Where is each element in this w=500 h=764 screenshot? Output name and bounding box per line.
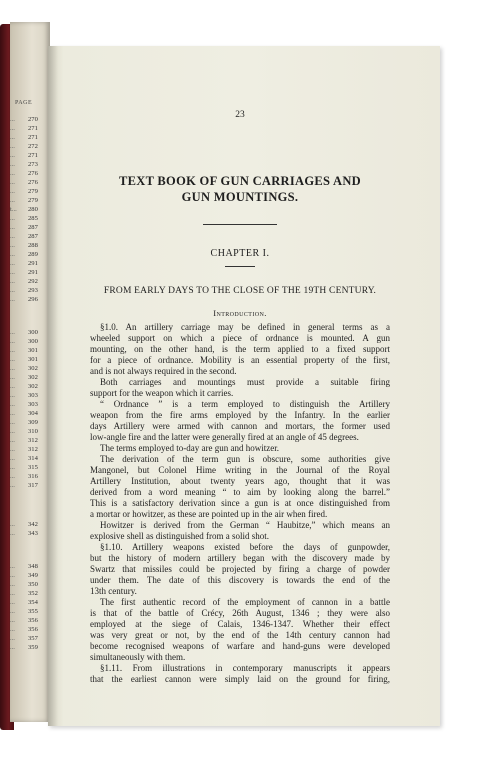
text-line: derived from a word meaning “ to aim by looking along the barrel.” bbox=[90, 487, 390, 497]
text-line: a mortar or howitzer, as these are pointed up in the air when fired. bbox=[90, 509, 328, 519]
index-row bbox=[10, 472, 50, 481]
index-row bbox=[10, 178, 50, 187]
index-row-prefix: ... bbox=[10, 365, 15, 372]
index-row-page: 289 bbox=[28, 251, 38, 258]
text-line: but the history of modern artillery began with the discovery made by bbox=[90, 553, 390, 563]
index-row-prefix: ... bbox=[10, 215, 15, 222]
text-line: wheeled support on which a piece of ordnance is mounted. A gun bbox=[90, 333, 390, 343]
text-line: The terms employed to-day are gun and howitzer. bbox=[100, 443, 279, 453]
text-line: §1.11. From illustrations in contemporary manuscripts it appears bbox=[100, 663, 390, 673]
index-row-prefix: t... bbox=[10, 206, 17, 213]
page-number: 23 bbox=[235, 110, 245, 120]
title-rule bbox=[203, 224, 277, 225]
index-row-page: 356 bbox=[28, 626, 38, 633]
book bbox=[0, 22, 480, 734]
introduction-heading: Introduction. bbox=[213, 308, 267, 318]
index-row-page: 352 bbox=[28, 590, 38, 597]
index-row bbox=[10, 169, 50, 178]
index-row-page: 279 bbox=[28, 197, 38, 204]
book-title-line-2: GUN MOUNTINGS. bbox=[181, 190, 299, 204]
index-row-prefix: ... bbox=[10, 143, 15, 150]
index-row bbox=[10, 346, 50, 355]
index-row-prefix: ... bbox=[10, 521, 15, 528]
index-row-prefix: ... bbox=[10, 401, 15, 408]
index-row-prefix: ... bbox=[10, 599, 15, 606]
index-row bbox=[10, 418, 50, 427]
text-line: The derivation of the term gun is obscure, some authorities give bbox=[100, 454, 390, 464]
index-row-prefix: ... bbox=[10, 287, 15, 294]
text-line: mounting, on the other hand, is the term applied to a fixed support bbox=[90, 344, 390, 354]
text-line: 13th century. bbox=[90, 586, 137, 596]
index-row bbox=[10, 598, 50, 607]
index-row-prefix: ... bbox=[10, 626, 15, 633]
index-row-page: 354 bbox=[28, 599, 38, 606]
chapter-rule bbox=[225, 266, 255, 267]
index-row-prefix: ... bbox=[10, 278, 15, 285]
index-row-prefix: ... bbox=[10, 419, 15, 426]
index-row bbox=[10, 160, 50, 169]
right-page bbox=[48, 46, 440, 726]
index-row bbox=[10, 214, 50, 223]
index-row-page: 287 bbox=[28, 233, 38, 240]
index-row bbox=[10, 241, 50, 250]
index-row-prefix: ... bbox=[10, 590, 15, 597]
index-row-page: 301 bbox=[28, 356, 38, 363]
index-row-prefix: ... bbox=[10, 224, 15, 231]
index-row bbox=[10, 337, 50, 346]
index-row-page: 303 bbox=[28, 401, 38, 408]
index-row bbox=[10, 454, 50, 463]
index-row-page: 342 bbox=[28, 521, 38, 528]
index-row-page: 349 bbox=[28, 572, 38, 579]
index-row-prefix: ... bbox=[10, 125, 15, 132]
index-row bbox=[10, 187, 50, 196]
index-row-prefix: ... bbox=[10, 116, 15, 123]
index-row bbox=[10, 142, 50, 151]
index-row bbox=[10, 529, 50, 538]
index-row bbox=[10, 391, 50, 400]
index-row bbox=[10, 436, 50, 445]
index-row-page: 302 bbox=[28, 365, 38, 372]
index-row-page: 355 bbox=[28, 608, 38, 615]
index-row-page: 309 bbox=[28, 419, 38, 426]
body-text bbox=[90, 322, 390, 685]
index-row-page: 276 bbox=[28, 179, 38, 186]
index-row bbox=[10, 286, 50, 295]
index-row-page: 271 bbox=[28, 134, 38, 141]
index-row-prefix: ... bbox=[10, 329, 15, 336]
index-row-page: 296 bbox=[28, 296, 38, 303]
index-row-page: 302 bbox=[28, 374, 38, 381]
index-row bbox=[10, 133, 50, 142]
text-line: was very great or not, by the end of the 14th century cannon had bbox=[90, 630, 390, 640]
index-row-prefix: ... bbox=[10, 617, 15, 624]
index-row bbox=[10, 571, 50, 580]
index-row bbox=[10, 409, 50, 418]
index-row bbox=[10, 589, 50, 598]
index-row bbox=[10, 520, 50, 529]
index-row-page: 300 bbox=[28, 329, 38, 336]
text-line: §1.0. An artillery carriage may be defined in general terms as a bbox=[100, 322, 390, 332]
index-row bbox=[10, 481, 50, 490]
index-row-prefix: ... bbox=[10, 464, 15, 471]
index-row bbox=[10, 445, 50, 454]
index-row-prefix: ... bbox=[10, 581, 15, 588]
text-line: employed at the siege of Calais, 1346-1347. Whether their effect bbox=[90, 619, 390, 629]
index-row-page: 271 bbox=[28, 152, 38, 159]
index-row-page: 348 bbox=[28, 563, 38, 570]
index-row-page: 273 bbox=[28, 161, 38, 168]
index-row-page: 291 bbox=[28, 260, 38, 267]
text-line: simultaneously with them. bbox=[90, 652, 186, 662]
index-row bbox=[10, 295, 50, 304]
index-row-page: 302 bbox=[28, 383, 38, 390]
index-row-prefix: ... bbox=[10, 455, 15, 462]
index-row-prefix: ... bbox=[10, 392, 15, 399]
index-row-page: 293 bbox=[28, 287, 38, 294]
text-line: explosive shell as distinguished from a solid shot. bbox=[90, 531, 269, 541]
index-row-prefix: ... bbox=[10, 338, 15, 345]
index-row-page: 292 bbox=[28, 278, 38, 285]
index-row-page: 288 bbox=[28, 242, 38, 249]
index-row-page: 270 bbox=[28, 116, 38, 123]
index-row bbox=[10, 124, 50, 133]
index-row bbox=[10, 607, 50, 616]
index-row bbox=[10, 427, 50, 436]
index-row-prefix: ... bbox=[10, 197, 15, 204]
index-row-prefix: ... bbox=[10, 356, 15, 363]
index-row-page: 287 bbox=[28, 224, 38, 231]
text-line: §1.10. Artillery weapons existed before the days of gunpowder, bbox=[100, 542, 390, 552]
index-row bbox=[10, 223, 50, 232]
index-row-page: 279 bbox=[28, 188, 38, 195]
index-row-prefix: ... bbox=[10, 446, 15, 453]
index-row-prefix: ... bbox=[10, 179, 15, 186]
section-heading: FROM EARLY DAYS TO THE CLOSE OF THE 19TH CENTURY. bbox=[103, 286, 377, 296]
index-row-page: 315 bbox=[28, 464, 38, 471]
index-row-prefix: ... bbox=[10, 572, 15, 579]
index-row-prefix: ... bbox=[10, 473, 15, 480]
index-row-page: 356 bbox=[28, 617, 38, 624]
text-line: Mangonel, but Colonel Hime writing in the Journal of the Royal bbox=[90, 465, 390, 475]
index-row bbox=[10, 562, 50, 571]
index-row bbox=[10, 625, 50, 634]
index-row-prefix: ... bbox=[10, 530, 15, 537]
index-row-prefix: ... bbox=[10, 296, 15, 303]
book-title-line-1: TEXT BOOK OF GUN CARRIAGES AND bbox=[118, 174, 362, 188]
index-row bbox=[10, 277, 50, 286]
text-line: low-angle fire and the latter were generally fired at an angle of 45 degrees. bbox=[90, 432, 359, 442]
text-line: is that of the battle of Crécy, 26th August, 1346 ; they were also bbox=[90, 608, 390, 618]
index-row bbox=[10, 355, 50, 364]
book-title bbox=[90, 173, 390, 205]
index-row bbox=[10, 259, 50, 268]
index-row-page: 350 bbox=[28, 581, 38, 588]
index-row-prefix: ... bbox=[10, 161, 15, 168]
text-line: Artillery Institution, about twenty years ago, thought that it was bbox=[90, 476, 390, 486]
index-row bbox=[10, 373, 50, 382]
text-line: days Artillery were armed with cannon and mortars, the former used bbox=[90, 421, 390, 431]
text-line: under them. The date of this discovery is towards the end of the bbox=[90, 575, 390, 585]
index-row bbox=[10, 115, 50, 124]
text-line: Howitzer is derived from the German “ Haubitze,” which means an bbox=[100, 520, 390, 530]
text-line: for a piece of ordnance. Mobility is an essential property of the first, bbox=[90, 355, 390, 365]
index-row-page: 312 bbox=[28, 437, 38, 444]
text-line: Swartz that missiles could be projected by firing a charge of powder bbox=[90, 564, 390, 574]
index-row-page: 310 bbox=[28, 428, 38, 435]
index-row-page: 317 bbox=[28, 482, 38, 489]
index-row-page: 285 bbox=[28, 215, 38, 222]
index-row-prefix: ... bbox=[10, 188, 15, 195]
index-row-page: 291 bbox=[28, 269, 38, 276]
index-row bbox=[10, 643, 50, 652]
text-line: that the earliest cannon were simply laid on the ground for firing, bbox=[90, 674, 390, 684]
text-line: “ Ordnance ” is a term employed to distinguish the Artillery bbox=[100, 399, 390, 409]
chapter-heading: CHAPTER I. bbox=[210, 248, 270, 259]
index-row-prefix: ... bbox=[10, 383, 15, 390]
index-row-page: 312 bbox=[28, 446, 38, 453]
index-row bbox=[10, 268, 50, 277]
index-row-page: 272 bbox=[28, 143, 38, 150]
text-line: This is a satisfactory derivation since a gun is at once distinguished from bbox=[90, 498, 390, 508]
index-row bbox=[10, 250, 50, 259]
index-row-prefix: ... bbox=[10, 347, 15, 354]
index-row-prefix: ... bbox=[10, 242, 15, 249]
index-row-prefix: ... bbox=[10, 374, 15, 381]
index-row bbox=[10, 463, 50, 472]
index-row-prefix: ... bbox=[10, 251, 15, 258]
left-page-header: PAGE bbox=[15, 100, 33, 106]
text-line: Both carriages and mountings must provide a suitable firing bbox=[100, 377, 390, 387]
index-row-prefix: ... bbox=[10, 233, 15, 240]
text-line: support for the weapon which it carries. bbox=[90, 388, 234, 398]
index-row-prefix: ... bbox=[10, 410, 15, 417]
index-row-page: 343 bbox=[28, 530, 38, 537]
index-row bbox=[10, 616, 50, 625]
left-page-index bbox=[10, 22, 50, 722]
index-row bbox=[10, 232, 50, 241]
index-row bbox=[10, 400, 50, 409]
index-row-prefix: ... bbox=[10, 134, 15, 141]
index-row-page: 303 bbox=[28, 392, 38, 399]
text-line: become recognised weapons of warfare and hand-guns were developed bbox=[90, 641, 390, 651]
index-row bbox=[10, 634, 50, 643]
index-row-page: 276 bbox=[28, 170, 38, 177]
index-row-page: 280 bbox=[28, 206, 38, 213]
text-line: weapon from the fire arms employed by the Infantry. In the earlier bbox=[90, 410, 390, 420]
index-row-prefix: ... bbox=[10, 482, 15, 489]
index-row bbox=[10, 151, 50, 160]
index-row-prefix: ... bbox=[10, 635, 15, 642]
index-row-page: 314 bbox=[28, 455, 38, 462]
index-row-prefix: ... bbox=[10, 269, 15, 276]
index-row-prefix: ... bbox=[10, 644, 15, 651]
index-row-prefix: ... bbox=[10, 437, 15, 444]
index-row-page: 304 bbox=[28, 410, 38, 417]
index-row bbox=[10, 364, 50, 373]
index-row-prefix: ... bbox=[10, 608, 15, 615]
text-line: The first authentic record of the employment of cannon in a battle bbox=[100, 597, 390, 607]
index-row-page: 300 bbox=[28, 338, 38, 345]
index-row-prefix: ... bbox=[10, 170, 15, 177]
index-row-prefix: ... bbox=[10, 428, 15, 435]
index-row bbox=[10, 205, 50, 214]
index-row-prefix: ... bbox=[10, 152, 15, 159]
index-row-page: 357 bbox=[28, 635, 38, 642]
index-row-prefix: ... bbox=[10, 260, 15, 267]
index-row bbox=[10, 196, 50, 205]
index-row bbox=[10, 328, 50, 337]
index-row-page: 301 bbox=[28, 347, 38, 354]
index-row bbox=[10, 382, 50, 391]
index-row-prefix: ... bbox=[10, 563, 15, 570]
index-row-page: 316 bbox=[28, 473, 38, 480]
index-row-page: 359 bbox=[28, 644, 38, 651]
index-row-page: 271 bbox=[28, 125, 38, 132]
text-line: and is not always required in the second. bbox=[90, 366, 237, 376]
index-row bbox=[10, 580, 50, 589]
